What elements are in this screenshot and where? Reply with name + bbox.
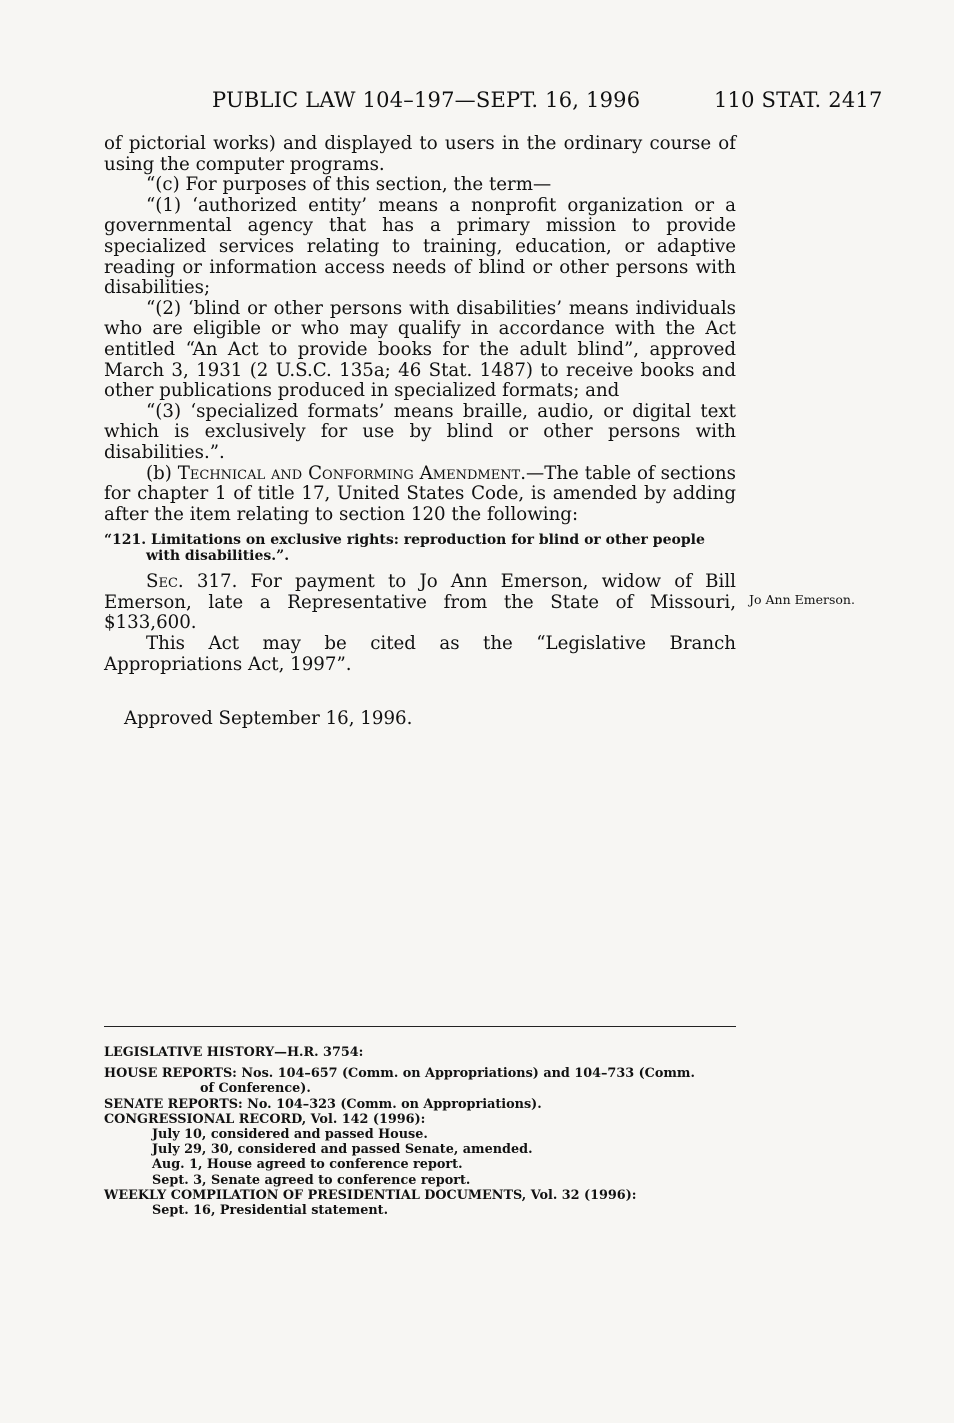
paragraph-subsection-b [104,464,736,526]
history-senate-reports: SENATE REPORTS: No. 104–323 (Comm. on Appropriations). [104,1096,542,1112]
history-house-reports: HOUSE REPORTS: Nos. 104–657 (Comm. on Appropriations) and 104–733 (Comm. [104,1066,695,1082]
approval-date: Approved September 16, 1996. [124,708,413,729]
history-weekly-entry: Sept. 16, Presidential statement. [152,1203,389,1219]
paragraph-subsection-c: “(c) For purposes of this section, the term— [146,174,552,196]
history-record-entry: July 10, considered and passed House. [152,1127,428,1143]
paragraph-definition-1: “(1) ‘authorized entity’ means a nonprofit organization or a governmental agency that has a primary mission to provide specialized services relating to training, education, or adaptive reading or information access needs of blind or other persons with disabilities; [104,194,736,299]
running-header-title: PUBLIC LAW 104–197—SEPT. 16, 1996 [212,88,641,112]
table-item-121: “121. Limitations on exclusive rights: reproduction for blind or other people with disabilities.”. [104,532,705,564]
running-header-page: 110 STAT. 2417 [714,88,883,112]
history-congressional-record: CONGRESSIONAL RECORD, Vol. 142 (1996): [104,1111,426,1127]
history-record-entry: Aug. 1, House agreed to conference report. [152,1157,463,1173]
statute-body [104,134,736,675]
paragraph-definition-2: “(2) ‘blind or other persons with disabilities’ means individuals who are eligible or who may qualify in accordance with the Act entitled “An Act to provide books for the adult blind”, approved March 3, 1931 (2 U.S.C. 135a; 46 Stat. 1487) to receive books and other publications produced in specialized formats; and [104,297,736,402]
margin-note: Jo Ann Emerson. [749,592,855,607]
subsection-b-text: —The table of sections for chapter 1 of title 17, United States Code, is amended by adding after the item relating to section 120 the following: [104,462,736,525]
paragraph-short-title: This Act may be cited as the “Legislative Branch Appropriations Act, 1997”. [104,633,736,675]
paragraph-continuation: of pictorial works) and displayed to users in the ordinary course of using the computer programs. [104,133,736,175]
legislative-history [104,1045,744,1218]
footnote-divider [104,1026,736,1027]
subsection-b-prefix: (b) [146,462,178,484]
paragraph-definition-3: “(3) ‘specialized formats’ means braille, audio, or digital text which is exclusively for use by blind or other persons with disabilities.”. [104,400,736,463]
history-title: LEGISLATIVE HISTORY—H.R. 3754: [104,1045,364,1060]
subsection-b-heading: Technical and Conforming Amendment. [177,462,527,484]
history-weekly-compilation: WEEKLY COMPILATION OF PRESIDENTIAL DOCUMENTS, Vol. 32 (1996): [104,1187,637,1203]
history-record-entry: July 29, 30, considered and passed Senate, amended. [152,1142,533,1158]
history-record-entry: Sept. 3, Senate agreed to conference report. [152,1172,471,1188]
paragraph-section-317 [104,572,736,634]
section-317-text: 317. For payment to Jo Ann Emerson, widow of Bill Emerson, late a Representative from the State of Missouri, $133,600. [104,571,736,634]
section-label: Sec. [146,571,184,593]
history-house-reports-cont: of Conference). [200,1081,311,1097]
